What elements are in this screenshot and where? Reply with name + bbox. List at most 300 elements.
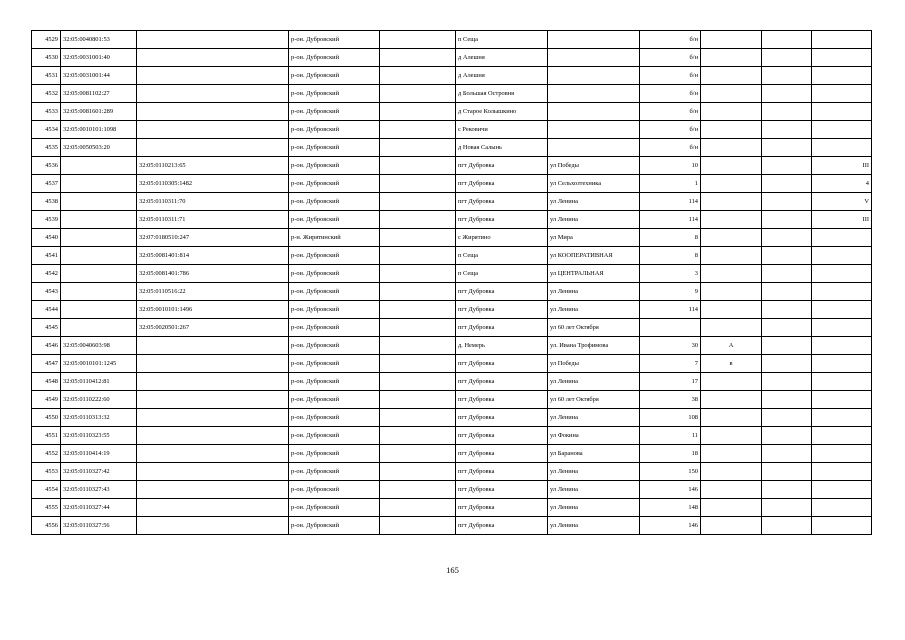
row-number-cell: 4546 (32, 337, 61, 355)
house-number-cell: 150 (640, 463, 701, 481)
locality-cell: пгт Дубровка (456, 301, 548, 319)
table-row (32, 409, 872, 427)
district-cell: р-он. Дубровский (289, 175, 380, 193)
locality-cell: с Рековичи (456, 121, 548, 139)
locality-cell: д Новая Салынь (456, 139, 548, 157)
empty-cell (380, 193, 456, 211)
room-cell (812, 373, 872, 391)
building-cadastral-number-cell (137, 31, 289, 49)
building-cadastral-number-cell (137, 337, 289, 355)
building-cadastral-number-cell (137, 481, 289, 499)
extra-cell (762, 211, 812, 229)
building-cadastral-number-cell (137, 103, 289, 121)
street-cell: ул Ленина (548, 373, 640, 391)
empty-cell (380, 31, 456, 49)
house-number-cell: 18 (640, 445, 701, 463)
locality-cell: пгт Дубровка (456, 409, 548, 427)
cadastral-number-cell (61, 175, 137, 193)
extra-cell (762, 103, 812, 121)
building-letter-cell (701, 409, 762, 427)
locality-cell: пгт Дубровка (456, 427, 548, 445)
table-row (32, 103, 872, 121)
building-letter-cell (701, 265, 762, 283)
extra-cell (762, 139, 812, 157)
house-number-cell: б/н (640, 49, 701, 67)
room-cell: III (812, 211, 872, 229)
extra-cell (762, 319, 812, 337)
district-cell: р-он. Дубровский (289, 283, 380, 301)
street-cell (548, 85, 640, 103)
locality-cell: пгт Дубровка (456, 157, 548, 175)
row-number-cell: 4554 (32, 481, 61, 499)
row-number-cell: 4533 (32, 103, 61, 121)
row-number-cell: 4543 (32, 283, 61, 301)
room-cell (812, 319, 872, 337)
row-number-cell: 4535 (32, 139, 61, 157)
street-cell (548, 49, 640, 67)
cadastral-number-cell: 32:05:0031001:40 (61, 49, 137, 67)
table-row (32, 517, 872, 535)
cadastral-number-cell (61, 193, 137, 211)
locality-cell: пгт Дубровка (456, 211, 548, 229)
district-cell: р-он. Дубровский (289, 373, 380, 391)
building-letter-cell (701, 193, 762, 211)
extra-cell (762, 247, 812, 265)
street-cell: ул Ленина (548, 193, 640, 211)
district-cell: р-он. Дубровский (289, 517, 380, 535)
extra-cell (762, 175, 812, 193)
building-cadastral-number-cell (137, 517, 289, 535)
table-row (32, 139, 872, 157)
cadastral-number-cell: 32:05:0040801:53 (61, 31, 137, 49)
extra-cell (762, 157, 812, 175)
building-letter-cell (701, 103, 762, 121)
locality-cell: пгт Дубровка (456, 373, 548, 391)
district-cell: р-он. Дубровский (289, 499, 380, 517)
building-letter-cell (701, 463, 762, 481)
building-letter-cell (701, 319, 762, 337)
street-cell: ул Ленина (548, 283, 640, 301)
room-cell (812, 229, 872, 247)
cadastral-number-cell: 32:05:0110327:56 (61, 517, 137, 535)
house-number-cell: 8 (640, 247, 701, 265)
row-number-cell: 4536 (32, 157, 61, 175)
locality-cell: пгт Дубровка (456, 481, 548, 499)
room-cell (812, 31, 872, 49)
table-row (32, 463, 872, 481)
empty-cell (380, 85, 456, 103)
row-number-cell: 4550 (32, 409, 61, 427)
house-number-cell: 9 (640, 283, 701, 301)
room-cell (812, 85, 872, 103)
empty-cell (380, 247, 456, 265)
building-letter-cell (701, 391, 762, 409)
room-cell (812, 481, 872, 499)
table-row (32, 445, 872, 463)
district-cell: р-он. Дубровский (289, 427, 380, 445)
extra-cell (762, 31, 812, 49)
room-cell (812, 409, 872, 427)
cadastral-number-cell: 32:05:0010101:1098 (61, 121, 137, 139)
room-cell (812, 265, 872, 283)
house-number-cell: 146 (640, 517, 701, 535)
house-number-cell: 148 (640, 499, 701, 517)
row-number-cell: 4556 (32, 517, 61, 535)
building-cadastral-number-cell: 32:05:0110311:71 (137, 211, 289, 229)
cadastral-number-cell: 32:05:0031001:44 (61, 67, 137, 85)
locality-cell: п Сеща (456, 31, 548, 49)
building-cadastral-number-cell: 32:05:0081401:814 (137, 247, 289, 265)
room-cell: V (812, 193, 872, 211)
property-register-table (31, 30, 872, 535)
street-cell: ул. Ивана Трофимова (548, 337, 640, 355)
house-number-cell: 8 (640, 229, 701, 247)
table-row (32, 499, 872, 517)
locality-cell: п Сеща (456, 265, 548, 283)
cadastral-number-cell (61, 229, 137, 247)
street-cell: ул Ленина (548, 409, 640, 427)
extra-cell (762, 337, 812, 355)
building-cadastral-number-cell (137, 427, 289, 445)
house-number-cell: 10 (640, 157, 701, 175)
table-row (32, 247, 872, 265)
building-cadastral-number-cell: 32:05:0020501:267 (137, 319, 289, 337)
cadastral-number-cell (61, 247, 137, 265)
cadastral-number-cell: 32:05:0110323:55 (61, 427, 137, 445)
house-number-cell: 17 (640, 373, 701, 391)
building-cadastral-number-cell: 32:05:0010101:1496 (137, 301, 289, 319)
empty-cell (380, 67, 456, 85)
table-row (32, 355, 872, 373)
table-row (32, 157, 872, 175)
room-cell (812, 49, 872, 67)
building-cadastral-number-cell (137, 139, 289, 157)
building-letter-cell (701, 427, 762, 445)
building-cadastral-number-cell (137, 67, 289, 85)
building-letter-cell (701, 49, 762, 67)
empty-cell (380, 499, 456, 517)
extra-cell (762, 409, 812, 427)
house-number-cell: 3 (640, 265, 701, 283)
building-cadastral-number-cell (137, 463, 289, 481)
street-cell (548, 139, 640, 157)
district-cell: р-он. Дубровский (289, 337, 380, 355)
street-cell: ул Ленина (548, 463, 640, 481)
empty-cell (380, 211, 456, 229)
building-cadastral-number-cell: 32:07:0180510:247 (137, 229, 289, 247)
building-cadastral-number-cell: 32:05:0110516:22 (137, 283, 289, 301)
row-number-cell: 4547 (32, 355, 61, 373)
extra-cell (762, 229, 812, 247)
locality-cell: пгт Дубровка (456, 175, 548, 193)
cadastral-number-cell (61, 301, 137, 319)
building-letter-cell (701, 445, 762, 463)
row-number-cell: 4552 (32, 445, 61, 463)
district-cell: р-он. Дубровский (289, 319, 380, 337)
row-number-cell: 4530 (32, 49, 61, 67)
extra-cell (762, 85, 812, 103)
row-number-cell: 4539 (32, 211, 61, 229)
extra-cell (762, 391, 812, 409)
locality-cell: п Сеща (456, 247, 548, 265)
row-number-cell: 4538 (32, 193, 61, 211)
empty-cell (380, 427, 456, 445)
house-number-cell: б/н (640, 67, 701, 85)
extra-cell (762, 463, 812, 481)
table-row (32, 301, 872, 319)
street-cell: ул КООПЕРАТИВНАЯ (548, 247, 640, 265)
room-cell (812, 391, 872, 409)
building-cadastral-number-cell (137, 409, 289, 427)
cadastral-number-cell (61, 157, 137, 175)
house-number-cell: 114 (640, 211, 701, 229)
building-cadastral-number-cell (137, 445, 289, 463)
table-row (32, 175, 872, 193)
room-cell (812, 121, 872, 139)
empty-cell (380, 445, 456, 463)
district-cell: р-он. Дубровский (289, 247, 380, 265)
cadastral-number-cell: 32:05:0081102:27 (61, 85, 137, 103)
table-row (32, 85, 872, 103)
building-cadastral-number-cell: 32:05:0081401:786 (137, 265, 289, 283)
building-cadastral-number-cell (137, 391, 289, 409)
empty-cell (380, 49, 456, 67)
building-cadastral-number-cell (137, 355, 289, 373)
extra-cell (762, 265, 812, 283)
building-cadastral-number-cell: 32:05:0110305:1482 (137, 175, 289, 193)
house-number-cell: б/н (640, 121, 701, 139)
row-number-cell: 4542 (32, 265, 61, 283)
table-row (32, 427, 872, 445)
extra-cell (762, 193, 812, 211)
row-number-cell: 4532 (32, 85, 61, 103)
building-letter-cell (701, 229, 762, 247)
empty-cell (380, 283, 456, 301)
cadastral-number-cell: 32:05:0081601:289 (61, 103, 137, 121)
room-cell (812, 499, 872, 517)
district-cell: р-н. Жирятинский (289, 229, 380, 247)
building-letter-cell (701, 85, 762, 103)
house-number-cell: б/н (640, 31, 701, 49)
building-letter-cell (701, 175, 762, 193)
row-number-cell: 4541 (32, 247, 61, 265)
street-cell: ул Победы (548, 157, 640, 175)
house-number-cell: 1 (640, 175, 701, 193)
empty-cell (380, 139, 456, 157)
building-letter-cell (701, 499, 762, 517)
house-number-cell: б/н (640, 85, 701, 103)
table-row (32, 121, 872, 139)
district-cell: р-он. Дубровский (289, 481, 380, 499)
building-cadastral-number-cell (137, 85, 289, 103)
empty-cell (380, 391, 456, 409)
table-row (32, 337, 872, 355)
building-letter-cell (701, 283, 762, 301)
empty-cell (380, 373, 456, 391)
building-cadastral-number-cell (137, 49, 289, 67)
locality-cell: д. Немерь (456, 337, 548, 355)
room-cell (812, 355, 872, 373)
empty-cell (380, 517, 456, 535)
building-letter-cell (701, 517, 762, 535)
street-cell: ул 60 лет Октября (548, 391, 640, 409)
room-cell (812, 427, 872, 445)
building-cadastral-number-cell: 32:05:0110311:70 (137, 193, 289, 211)
row-number-cell: 4540 (32, 229, 61, 247)
district-cell: р-он. Дубровский (289, 463, 380, 481)
room-cell: 4 (812, 175, 872, 193)
district-cell: р-он. Дубровский (289, 193, 380, 211)
empty-cell (380, 175, 456, 193)
table-body (32, 31, 872, 535)
district-cell: р-он. Дубровский (289, 67, 380, 85)
district-cell: р-он. Дубровский (289, 139, 380, 157)
extra-cell (762, 355, 812, 373)
empty-cell (380, 337, 456, 355)
street-cell: ул Фокина (548, 427, 640, 445)
table-row (32, 229, 872, 247)
row-number-cell: 4551 (32, 427, 61, 445)
extra-cell (762, 427, 812, 445)
district-cell: р-он. Дубровский (289, 211, 380, 229)
building-letter-cell (701, 211, 762, 229)
cadastral-number-cell: 32:05:0110222:60 (61, 391, 137, 409)
building-letter-cell (701, 67, 762, 85)
building-letter-cell (701, 373, 762, 391)
empty-cell (380, 157, 456, 175)
room-cell (812, 283, 872, 301)
district-cell: р-он. Дубровский (289, 265, 380, 283)
room-cell (812, 67, 872, 85)
locality-cell: пгт Дубровка (456, 283, 548, 301)
table-row (32, 391, 872, 409)
extra-cell (762, 481, 812, 499)
table-row (32, 319, 872, 337)
building-cadastral-number-cell (137, 373, 289, 391)
extra-cell (762, 121, 812, 139)
room-cell (812, 103, 872, 121)
extra-cell (762, 283, 812, 301)
locality-cell: д Алешня (456, 49, 548, 67)
cadastral-number-cell: 32:05:0010101:1245 (61, 355, 137, 373)
empty-cell (380, 409, 456, 427)
room-cell: III (812, 157, 872, 175)
locality-cell: пгт Дубровка (456, 445, 548, 463)
table-row (32, 193, 872, 211)
cadastral-number-cell: 32:05:0110313:32 (61, 409, 137, 427)
row-number-cell: 4549 (32, 391, 61, 409)
room-cell (812, 301, 872, 319)
row-number-cell: 4553 (32, 463, 61, 481)
district-cell: р-он. Дубровский (289, 391, 380, 409)
empty-cell (380, 103, 456, 121)
locality-cell: с Жирятино (456, 229, 548, 247)
locality-cell: пгт Дубровка (456, 193, 548, 211)
cadastral-number-cell: 32:05:0110414:19 (61, 445, 137, 463)
cadastral-number-cell: 32:05:0040603:98 (61, 337, 137, 355)
house-number-cell: 7 (640, 355, 701, 373)
district-cell: р-он. Дубровский (289, 103, 380, 121)
building-cadastral-number-cell (137, 499, 289, 517)
room-cell (812, 463, 872, 481)
street-cell: ул ЦЕНТРАЛЬНАЯ (548, 265, 640, 283)
extra-cell (762, 373, 812, 391)
street-cell: ул 60 лет Октября (548, 319, 640, 337)
table-row (32, 373, 872, 391)
cadastral-number-cell (61, 211, 137, 229)
street-cell: ул Ленина (548, 499, 640, 517)
district-cell: р-он. Дубровский (289, 157, 380, 175)
empty-cell (380, 301, 456, 319)
cadastral-number-cell (61, 265, 137, 283)
locality-cell: пгт Дубровка (456, 517, 548, 535)
house-number-cell: 108 (640, 409, 701, 427)
district-cell: р-он. Дубровский (289, 121, 380, 139)
empty-cell (380, 229, 456, 247)
street-cell: ул Ленина (548, 481, 640, 499)
building-letter-cell (701, 31, 762, 49)
page-number: 165 (446, 565, 459, 575)
table-row (32, 265, 872, 283)
street-cell (548, 121, 640, 139)
district-cell: р-он. Дубровский (289, 409, 380, 427)
district-cell: р-он. Дубровский (289, 85, 380, 103)
table-row (32, 481, 872, 499)
locality-cell: д Старое Колышкино (456, 103, 548, 121)
cadastral-number-cell (61, 319, 137, 337)
table-row (32, 283, 872, 301)
extra-cell (762, 445, 812, 463)
locality-cell: д Алешня (456, 67, 548, 85)
district-cell: р-он. Дубровский (289, 301, 380, 319)
street-cell: ул Ленина (548, 211, 640, 229)
row-number-cell: 4531 (32, 67, 61, 85)
house-number-cell: б/н (640, 103, 701, 121)
locality-cell: пгт Дубровка (456, 463, 548, 481)
row-number-cell: 4555 (32, 499, 61, 517)
empty-cell (380, 481, 456, 499)
extra-cell (762, 301, 812, 319)
row-number-cell: 4529 (32, 31, 61, 49)
building-letter-cell (701, 481, 762, 499)
street-cell (548, 31, 640, 49)
street-cell: ул Мира (548, 229, 640, 247)
locality-cell: пгт Дубровка (456, 319, 548, 337)
house-number-cell: б/н (640, 139, 701, 157)
house-number-cell: 114 (640, 301, 701, 319)
building-letter-cell (701, 121, 762, 139)
cadastral-number-cell: 32:05:0110327:42 (61, 463, 137, 481)
room-cell (812, 139, 872, 157)
locality-cell: пгт Дубровка (456, 391, 548, 409)
row-number-cell: 4548 (32, 373, 61, 391)
building-cadastral-number-cell: 32:05:0110213:65 (137, 157, 289, 175)
street-cell: ул Баранова (548, 445, 640, 463)
cadastral-number-cell (61, 283, 137, 301)
house-number-cell (640, 319, 701, 337)
locality-cell: пгт Дубровка (456, 499, 548, 517)
street-cell: ул Победы (548, 355, 640, 373)
house-number-cell: 11 (640, 427, 701, 445)
extra-cell (762, 49, 812, 67)
district-cell: р-он. Дубровский (289, 445, 380, 463)
cadastral-number-cell: 32:05:0110327:44 (61, 499, 137, 517)
cadastral-number-cell: 32:05:0050503:20 (61, 139, 137, 157)
building-letter-cell: А (701, 337, 762, 355)
district-cell: р-он. Дубровский (289, 49, 380, 67)
row-number-cell: 4537 (32, 175, 61, 193)
house-number-cell: 30 (640, 337, 701, 355)
